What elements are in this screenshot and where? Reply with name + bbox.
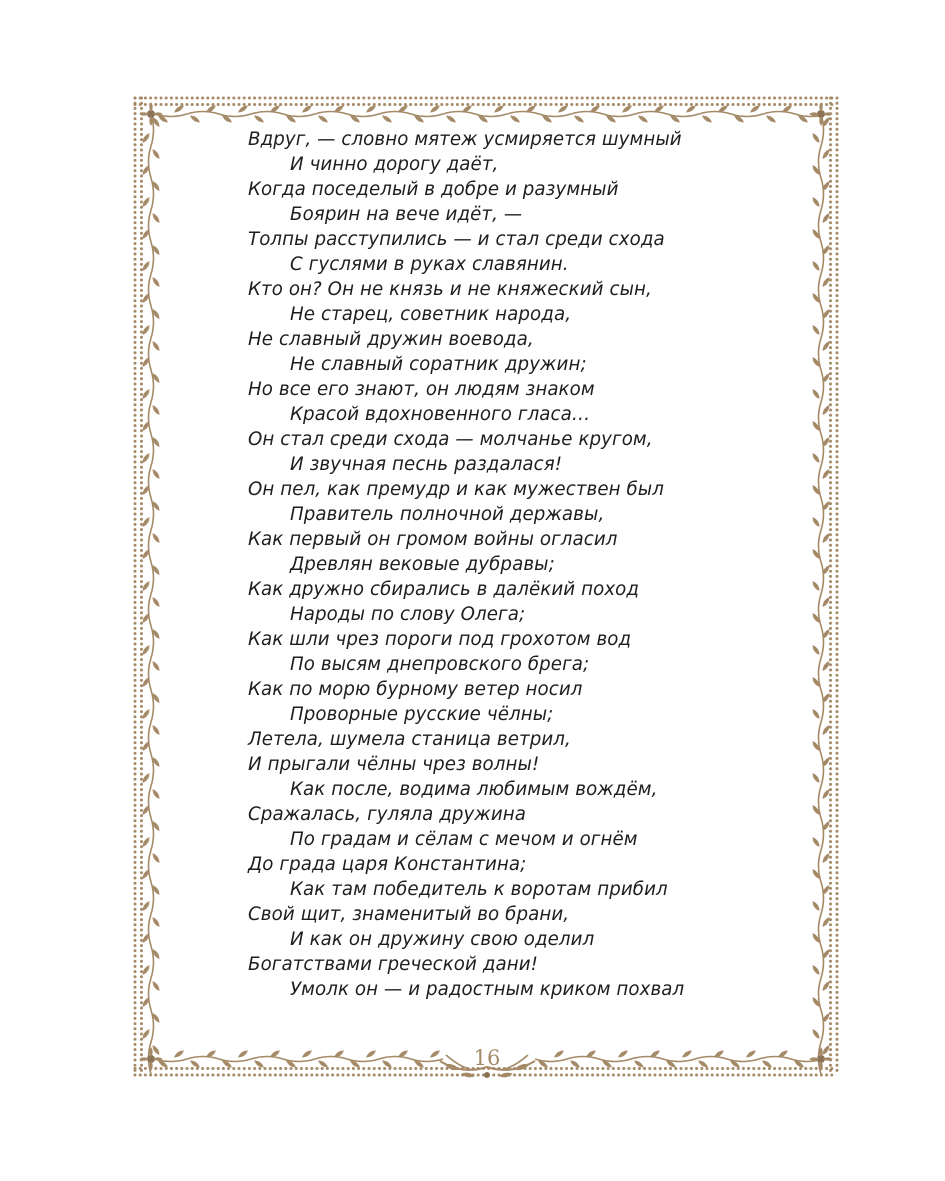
poem-line: Проворные русские чёлны;	[290, 704, 554, 725]
poem-line: Но все его знают, он людям знаком	[248, 379, 595, 400]
poem-line: Как после, водима любимым вождём,	[290, 779, 658, 800]
poem-line: Древлян вековые дубравы;	[290, 554, 555, 575]
poem-line: Когда поседелый в добре и разумный	[248, 179, 619, 200]
poem-line: Не старец, советник народа,	[290, 304, 572, 325]
page-number: 16	[473, 1046, 501, 1070]
poem-line: До града царя Константина;	[248, 854, 527, 875]
poem-line: Как шли чрез пороги под грохотом вод	[248, 629, 632, 650]
poem-text	[248, 127, 808, 1002]
poem-line: Как дружно сбирались в далёкий поход	[248, 579, 640, 600]
poem-line: Красой вдохновенного гласа…	[290, 404, 591, 425]
poem-line: Летела, шумела станица ветрил,	[248, 729, 571, 750]
poem-line: Не славный соратник дружин;	[290, 354, 587, 375]
poem-line: По высям днепровского брега;	[290, 654, 590, 675]
poem-line: Народы по слову Олега;	[290, 604, 526, 625]
poem-line: Богатствами греческой дани!	[248, 954, 539, 975]
poem-line: Свой щит, знаменитый во брани,	[248, 904, 570, 925]
poem-line: Боярин на вече идёт, —	[290, 204, 523, 225]
poem-line: И чинно дорогу даёт,	[290, 154, 499, 175]
poem-line: Умолк он — и радостным криком похвал	[290, 979, 685, 1000]
poem-line: И как он дружину свою оделил	[290, 929, 595, 950]
poem-line: Кто он? Он не князь и не княжеский сын,	[248, 279, 652, 300]
poem-line: Правитель полночной державы,	[290, 504, 605, 525]
poem-line: Как по морю бурному ветер носил	[248, 679, 583, 700]
poem-line: Не славный дружин воевода,	[248, 329, 534, 350]
poem-line: Толпы расступились — и стал среди схода	[248, 229, 665, 250]
poem-line: Сражалась, гуляла дружина	[248, 804, 527, 825]
poem-line: С гуслями в руках славянин.	[290, 254, 569, 275]
poem-line: Вдруг, — словно мятеж усмиряется шумный	[248, 129, 682, 150]
poem-line: И прыгали чёлны чрез волны!	[248, 754, 540, 775]
poem-line: Он пел, как премудр и как мужествен был	[248, 479, 664, 500]
poem-line: Как там победитель к воротам прибил	[290, 879, 668, 900]
poem-line: По градам и сёлам с мечом и огнём	[290, 829, 638, 850]
poem-line: И звучная песнь раздалася!	[290, 454, 563, 475]
poem-line: Он стал среди схода — молчанье кругом,	[248, 429, 653, 450]
poem-line: Как первый он громом войны огласил	[248, 529, 618, 550]
